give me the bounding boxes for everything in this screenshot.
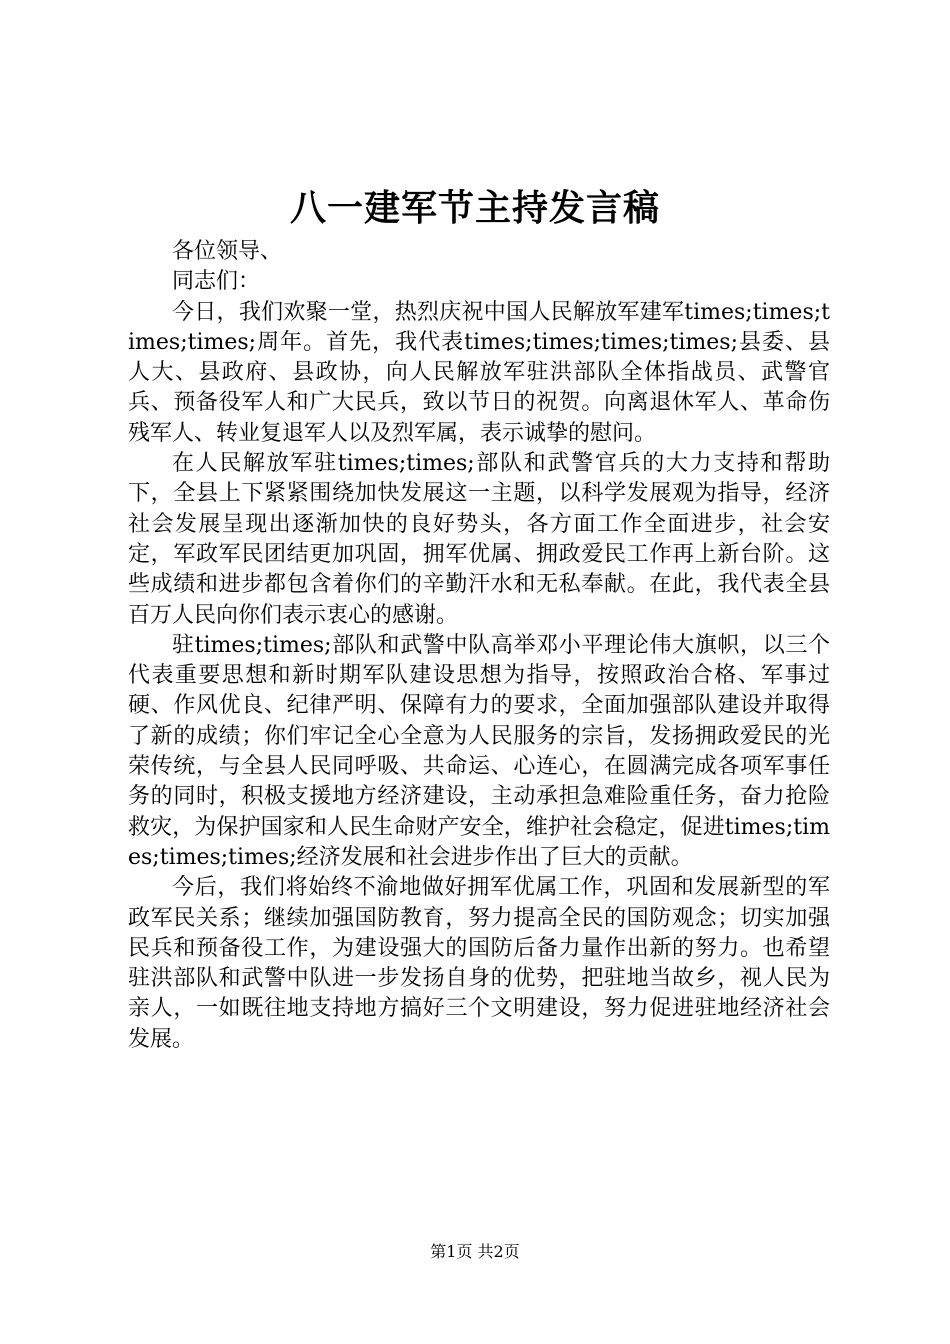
page-number-footer: 第1页 共2页 [430, 1242, 520, 1261]
paragraph-future: 今后，我们将始终不渝地做好拥军优属工作，巩固和发展新型的军政军民关系；继续加强国防教育，努力提高全民的国防观念；切实加强民兵和预备役工作，为建设强大的国防后备力量作出新的努力。也希望驻洪部队和武警中队进一步发扬自身的优势，把驻地当故乡，视人民为亲人，一如既往地支持地方搞好三个文明建设，努力促进驻地经济社会发展。 [128, 875, 830, 1052]
paragraph-opening: 今日，我们欢聚一堂，热烈庆祝中国人民解放军建军times;times;times;times;周年。首先，我代表times;times;times;times;县委、县人大、县政府、县政协，向人民解放军驻洪部队全体指战员、武警官兵、预备役军人和广大民兵，致以节日的祝贺。向离退休军人、革命伤残军人、转业复退军人以及烈军属，表示诚挚的慰问。 [128, 299, 830, 446]
paragraph-achievements: 在人民解放军驻times;times;部队和武警官兵的大力支持和帮助下，全县上下紧紧围绕加快发展这一主题，以科学发展观为指导，经济社会发展呈现出逐渐加快的良好势头，各方面工作全面进步，社会安定，军政军民团结更加巩固，拥军优属、拥政爱民工作再上新台阶。这些成绩和进步都包含着你们的辛勤汗水和无私奉献。在此，我代表全县百万人民向你们表示衷心的感谢。 [128, 451, 830, 628]
document-body [128, 237, 830, 1055]
document-title: 八一建军节主持发言稿 [289, 187, 660, 229]
salutation-leaders: 各位领导、 [172, 239, 283, 264]
paragraph-troops: 驻times;times;部队和武警中队高举邓小平理论伟大旗帜，以三个代表重要思想和新时期军队建设思想为指导，按照政治合格、军事过硬、作风优良、纪律严明、保障有力的要求，全面加强部队建设并取得了新的成绩；你们牢记全心全意为人民服务的宗旨，发扬拥政爱民的光荣传统，与全县人民同呼吸、共命运、心连心，在圆满完成各项军事任务的同时，积极支援地方经济建设，主动承担急难险重任务，奋力抢险救灾，为保护国家和人民生命财产安全，维护社会稳定，促进times;times;times;times;经济发展和社会进步作出了巨大的贡献。 [128, 632, 830, 870]
salutation-comrades: 同志们： [172, 269, 261, 295]
